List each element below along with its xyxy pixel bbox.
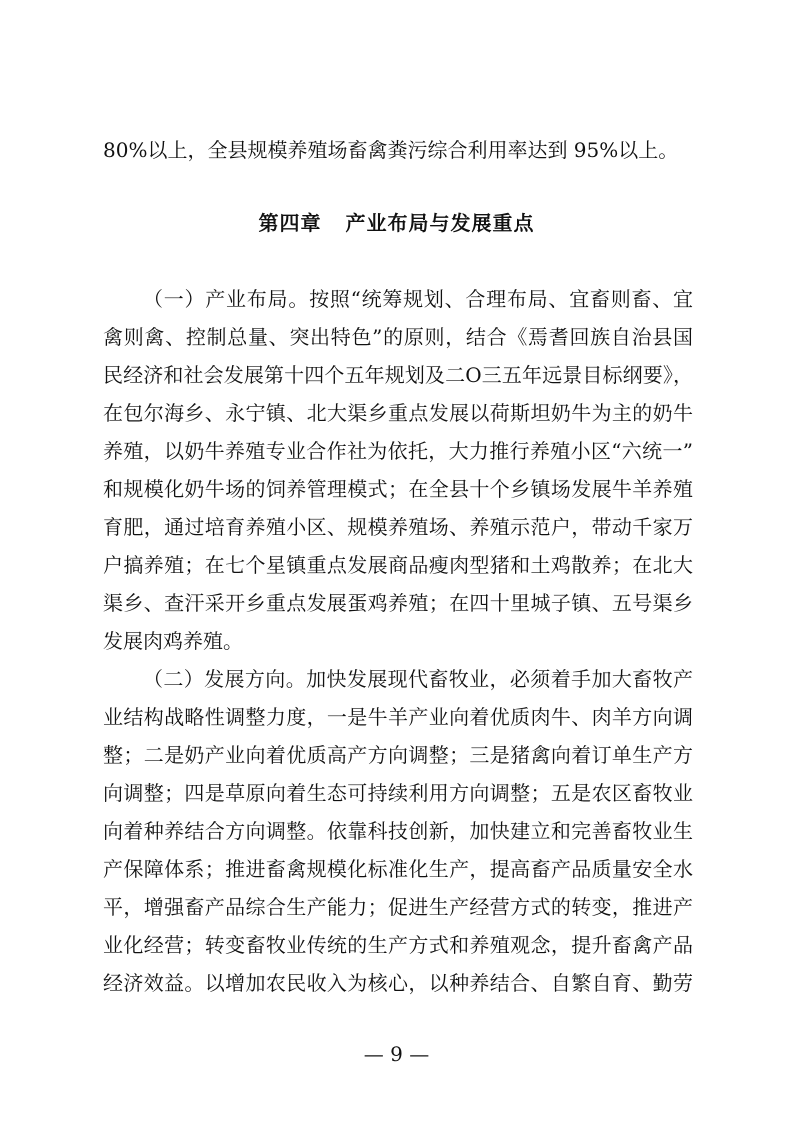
chapter-title: 产业布局与发展重点: [345, 211, 535, 235]
text-line: 民经济和社会发展第十四个五年规划及二O三五年远景目标纲要》，: [103, 363, 693, 387]
text-line: 经济效益。以增加农民收入为核心，以种养结合、自繁自育、勤劳: [103, 971, 693, 995]
text-line: （二）发展方向。加快发展现代畜牧业，必须着手加大畜牧产: [143, 667, 693, 691]
text-line: 禽则禽、控制总量、突出特色”的原则，结合《焉耆回族自治县国: [103, 325, 693, 349]
page-number: — 9 —: [363, 1042, 430, 1066]
text-line: 发展肉鸡养殖。: [103, 629, 243, 653]
text-line: 业化经营；转变畜牧业传统的生产方式和养殖观念，提升畜禽产品: [103, 933, 693, 957]
chapter-number: 第四章: [258, 211, 322, 235]
text-line: 整；二是奶产业向着优质高产方向调整；三是猪禽向着订单生产方: [103, 743, 693, 767]
text-line: 养殖，以奶牛养殖专业合作社为依托，大力推行养殖小区“六统一”: [103, 439, 693, 463]
text-line: 向调整；四是草原向着生态可持续利用方向调整；五是农区畜牧业: [103, 781, 693, 805]
text-line: 和规模化奶牛场的饲养管理模式；在全县十个乡镇场发展牛羊养殖: [103, 477, 693, 501]
text-line: 在包尔海乡、永宁镇、北大渠乡重点发展以荷斯坦奶牛为主的奶牛: [103, 401, 693, 425]
text-line: （一）产业布局。按照“统筹规划、合理布局、宜畜则畜、宜: [143, 287, 693, 311]
text-line: 平，增强畜产品综合生产能力；促进生产经营方式的转变，推进产: [103, 895, 693, 919]
text-line: 向着种养结合方向调整。依靠科技创新，加快建立和完善畜牧业生: [103, 819, 693, 843]
chapter-heading: [0, 207, 793, 239]
text-line: 产保障体系；推进畜禽规模化标准化生产，提高畜产品质量安全水: [103, 857, 693, 881]
text-line: 业结构战略性调整力度，一是牛羊产业向着优质肉牛、肉羊方向调: [103, 705, 693, 729]
text-line: 户搞养殖；在七个星镇重点发展商品瘦肉型猪和土鸡散养；在北大: [103, 553, 693, 577]
text-line: 渠乡、查汗采开乡重点发展蛋鸡养殖；在四十里城子镇、五号渠乡: [103, 591, 693, 615]
text-line: 育肥，通过培育养殖小区、规模养殖场、养殖示范户，带动千家万: [103, 515, 693, 539]
text-line: 80%以上，全县规模养殖场畜禽粪污综合利用率达到 95%以上。: [103, 138, 679, 162]
